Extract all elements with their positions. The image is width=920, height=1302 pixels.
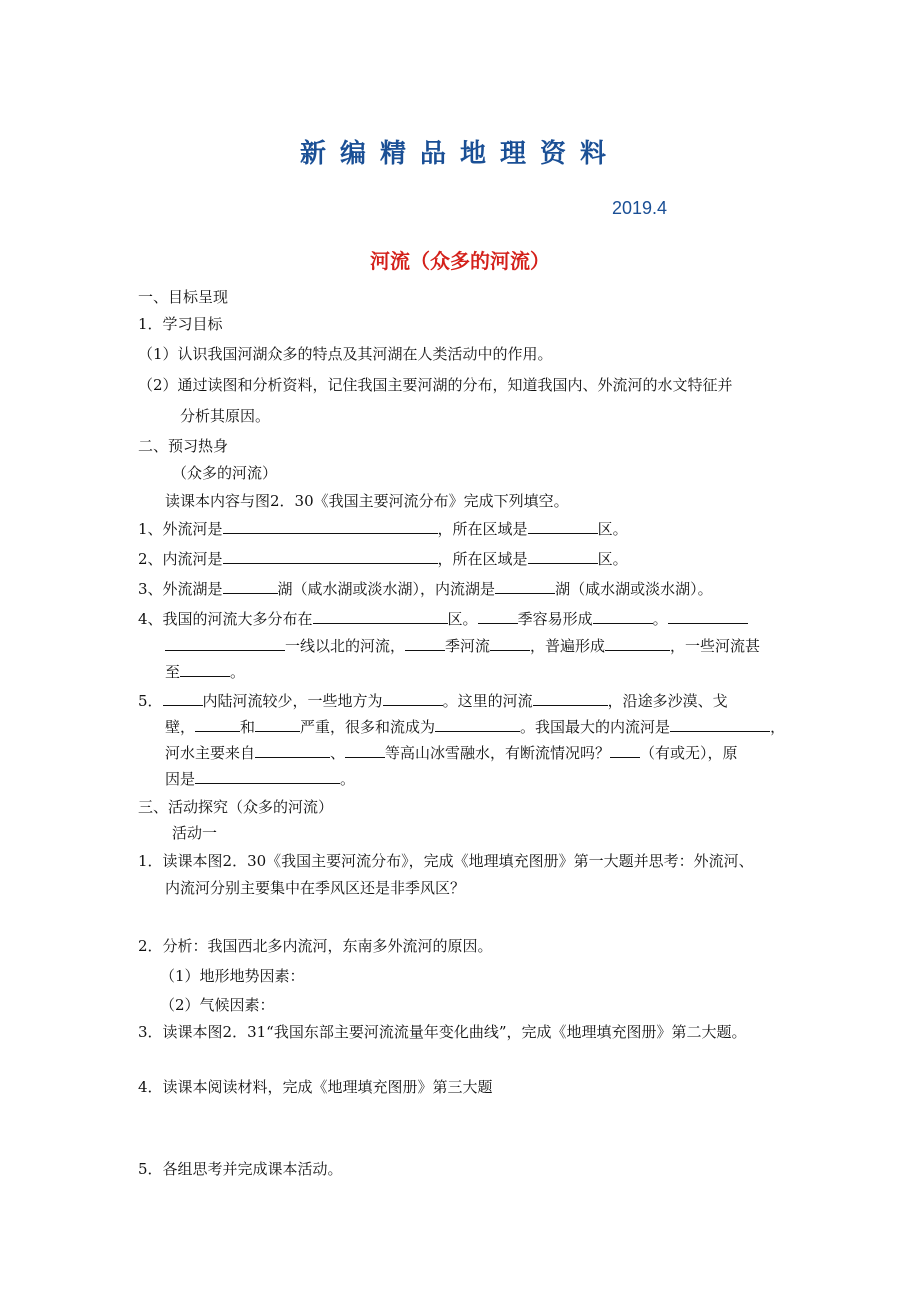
- blank[interactable]: [528, 548, 598, 564]
- blank[interactable]: [533, 690, 608, 706]
- blank[interactable]: [255, 742, 330, 758]
- blank[interactable]: [223, 548, 438, 564]
- goal-2-cont: 分析其原因。: [180, 407, 271, 425]
- blank[interactable]: [478, 608, 518, 624]
- fill-line-5: 5． 内陆河流较少，一些地方为 。这里的河流 ，沿途多沙漠、戈: [138, 692, 728, 710]
- fill-line-3: 3、外流湖是 湖（咸水湖或淡水湖），内流湖是 湖（咸水湖或淡水湖）。: [138, 580, 713, 598]
- fill-line-4-end: 至 。: [165, 663, 246, 681]
- task-5: 5．各组思考并完成课本活动。: [138, 1160, 343, 1178]
- activity-label: 活动一: [172, 824, 218, 842]
- section-heading: 三、活动探究（众多的河流）: [138, 798, 334, 816]
- blank[interactable]: [490, 635, 530, 651]
- fill-line-4: 4、我国的河流大多分布在 区。 季容易形成 。: [138, 608, 748, 630]
- sub-topic: （众多的河流）: [172, 464, 278, 482]
- fill-line-2: 2、内流河是 ，所在区域是 区。: [138, 550, 628, 568]
- section-heading: 一、目标呈现: [138, 288, 229, 306]
- instruction: 读课本内容与图2．30《我国主要河流分布》完成下列填空。: [165, 492, 569, 510]
- blank[interactable]: [223, 578, 278, 594]
- goal-2: （2）通过读图和分析资料，记住我国主要河湖的分布，知道我国内、外流河的水文特征并: [138, 376, 733, 394]
- blank[interactable]: [223, 518, 438, 534]
- header-title: 新编精品地理资料: [299, 139, 620, 169]
- lesson-title: 河流（众多的河流）: [370, 249, 550, 273]
- fill-line-4-cont: 一线以北的河流， 季河流 ，普遍形成 ，一些河流甚: [165, 635, 760, 657]
- blank[interactable]: [313, 608, 448, 624]
- blank[interactable]: [668, 608, 748, 624]
- task-4: 4．读课本阅读材料，完成《地理填充图册》第三大题: [138, 1078, 493, 1096]
- blank[interactable]: [163, 690, 203, 706]
- header-date: 2019.4: [612, 198, 668, 218]
- task-3: 3．读课本图2．31“我国东部主要河流流量年变化曲线”，完成《地理填充图册》第二大题。: [138, 1023, 747, 1041]
- blank[interactable]: [593, 608, 653, 624]
- blank[interactable]: [605, 635, 670, 651]
- task-2: 2．分析：我国西北多内流河，东南多外流河的原因。: [138, 937, 493, 955]
- blank[interactable]: [670, 716, 770, 732]
- blank[interactable]: [195, 768, 340, 784]
- blank[interactable]: [165, 635, 285, 651]
- blank[interactable]: [195, 716, 240, 732]
- fill-line-5-cont2: 河水主要来自 、 等高山冰雪融水，有断流情况吗？ （有或无），原: [165, 744, 738, 762]
- task-1-cont: 内流河分别主要集中在季风区还是非季风区？: [165, 879, 466, 897]
- blank[interactable]: [383, 690, 443, 706]
- blank[interactable]: [495, 578, 555, 594]
- fill-line-5-end: 因是 。: [165, 770, 356, 788]
- item-1-heading: 1．学习目标: [138, 315, 223, 333]
- blank[interactable]: [610, 742, 640, 758]
- task-2-factor-2: （2）气候因素：: [160, 996, 275, 1014]
- task-1: 1．读课本图2．30《我国主要河流分布》，完成《地理填充图册》第一大题并思考：外流河、: [138, 852, 754, 870]
- blank[interactable]: [255, 716, 300, 732]
- fill-line-1: 1、外流河是 ，所在区域是 区。: [138, 520, 628, 538]
- section-heading: 二、预习热身: [138, 437, 229, 455]
- goal-1: （1）认识我国河湖众多的特点及其河湖在人类活动中的作用。: [138, 345, 553, 363]
- blank[interactable]: [345, 742, 385, 758]
- fill-line-5-cont: 壁， 和 严重，很多和流成为 。我国最大的内流河是 ，: [165, 718, 786, 736]
- blank[interactable]: [528, 518, 598, 534]
- blank[interactable]: [180, 661, 230, 677]
- blank[interactable]: [435, 716, 520, 732]
- blank[interactable]: [405, 635, 445, 651]
- task-2-factor-1: （1）地形地势因素：: [160, 967, 305, 985]
